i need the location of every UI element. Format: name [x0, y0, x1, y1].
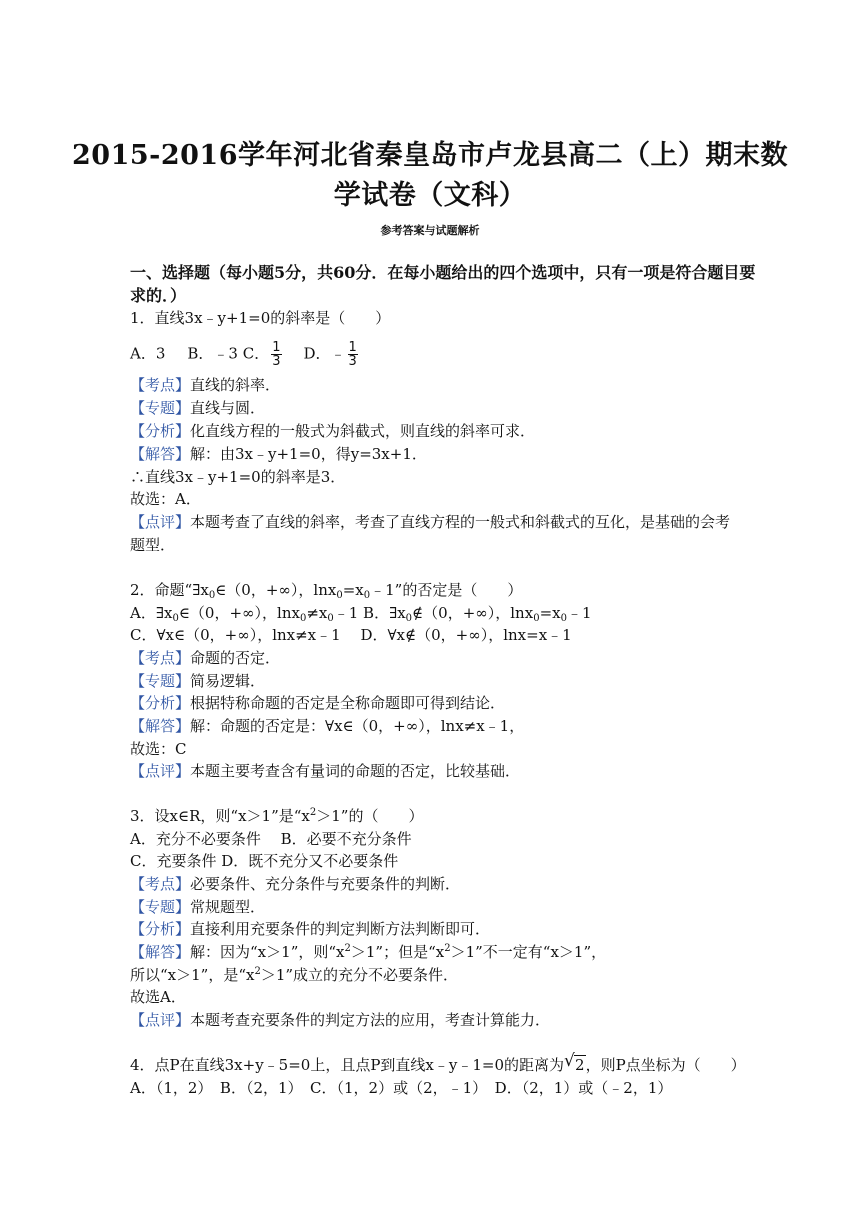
q3-fenxi: 【分析】直接利用充要条件的判定判断方法判断即可．	[130, 920, 491, 938]
q2-kaodian: 【考点】命题的否定．	[130, 649, 281, 667]
q2-zhuanti: 【专题】简易逻辑．	[130, 672, 266, 690]
q3-conclusion: 所以“x＞1”，是“$x^2>1$”成立的充分不必要条件．	[130, 966, 459, 984]
q2-dianping: 【点评】本题主要考查含有量词的命题的否定，比较基础．	[130, 762, 521, 780]
q3-stem: 3．设x∈R，则“x＞1”是“$x^2>1$”的（ ）	[130, 807, 424, 825]
q3-options-ab: A．充分不必要条件 B．必要不充分条件	[130, 830, 412, 848]
page-subtitle: 参考答案与试题解析	[380, 224, 480, 237]
q1-fenxi: 【分析】化直线方程的一般式为斜截式，则直线的斜率可求．	[130, 422, 536, 440]
q1-option-c: C．	[242, 344, 270, 363]
q2-options-cd: C．∀x∈（0，+∞），lnx≠x﹣1 D．∀x∉（0，+∞），lnx=x﹣1	[130, 626, 572, 644]
q2-fenxi: 【分析】根据特称命题的否定是全称命题即可得到结论．	[130, 694, 506, 712]
q2-options-ab: A．$\exists x_0\in(0$，+∞），$\ln x_0\ne x_0﹣1$ B．$\exists x_0\notin(0$，+∞），$\ln x_0=x_0﹣1$	[130, 604, 592, 624]
page-title-line1: 2015-2016学年河北省秦皇岛市卢龙县高二（上）期末数	[72, 140, 788, 171]
page-title-line2: 学试卷（文科）	[333, 180, 527, 211]
q1-zhuanti: 【专题】直线与圆．	[130, 399, 266, 417]
q4-stem: 4．点P在直线3x+y﹣5=0上，且点P到直线x﹣y﹣1=0的距离为 √ 2，则P点坐标为（ ）	[130, 1051, 746, 1074]
q3-kaodian: 【考点】必要条件、充分条件与充要条件的判断．	[130, 875, 461, 893]
tag-jieda: 【解答】	[130, 445, 191, 463]
q1-stem: 1．直线3x﹣y+1=0的斜率是（ ）	[130, 309, 391, 327]
q3-choice: 故选A．	[130, 988, 186, 1006]
section-heading-line2: 求的．）	[130, 286, 187, 305]
q4-sqrt: √ 2	[564, 1051, 585, 1074]
section-heading-line1: 一、选择题（每小题5分，共60分．在每小题给出的四个选项中，只有一项是符合题目要	[130, 263, 756, 282]
q4-options: A．（1，2） B．（2，1） C．（1，2）或（2，﹣1） D．（2，1）或（﹣2，1）	[130, 1079, 673, 1097]
tag-kaodian: 【考点】	[130, 376, 191, 394]
tag-zhuanti: 【专题】	[130, 399, 191, 417]
q3-zhuanti: 【专题】常规题型．	[130, 898, 266, 916]
q1-option-c-fraction: $\frac{1}{3}$	[272, 340, 281, 369]
q1-therefore: ∴直线3x﹣y+1=0的斜率是3．	[130, 468, 346, 486]
q1-dianping: 【点评】本题考查了直线的斜率，考查了直线方程的一般式和斜截式的互化，是基础的会考	[130, 513, 731, 531]
q2-jieda: 【解答】解：命题的否定是：∀x∈（0，+∞），lnx≠x﹣1，	[130, 717, 525, 735]
q1-option-b: B．﹣3	[187, 344, 238, 363]
q1-options	[130, 341, 360, 368]
q2-choice: 故选：C	[130, 740, 187, 758]
q1-kaodian: 【考点】直线的斜率．	[130, 376, 281, 394]
q1-option-a: A．3	[130, 344, 166, 363]
q1-dianping-cont: 题型．	[130, 536, 176, 554]
q3-options-cd: C．充要条件 D．既不充分又不必要条件	[130, 852, 399, 870]
q1-jieda: 【解答】解：由3x﹣y+1=0，得y=3x+1．	[130, 445, 427, 463]
q1-option-d: D．﹣	[303, 344, 346, 363]
q3-dianping: 【点评】本题考查充要条件的判定方法的应用，考查计算能力．	[130, 1011, 551, 1029]
q2-stem: 2．命题“$\exists x_0\in(0$，+∞），$\ln x_0=x_0﹣1$”的否定是（ ）	[130, 581, 523, 601]
tag-fenxi: 【分析】	[130, 422, 191, 440]
tag-dianping: 【点评】	[130, 513, 191, 531]
q3-jieda: 【解答】解：因为“x＞1”，则“$x^2>1$”；但是“$x^2>1$”不一定有“x＞1”，	[130, 943, 607, 961]
q1-choice: 故选：A．	[130, 490, 201, 508]
q1-option-d-fraction: $\frac{1}{3}$	[348, 340, 357, 369]
